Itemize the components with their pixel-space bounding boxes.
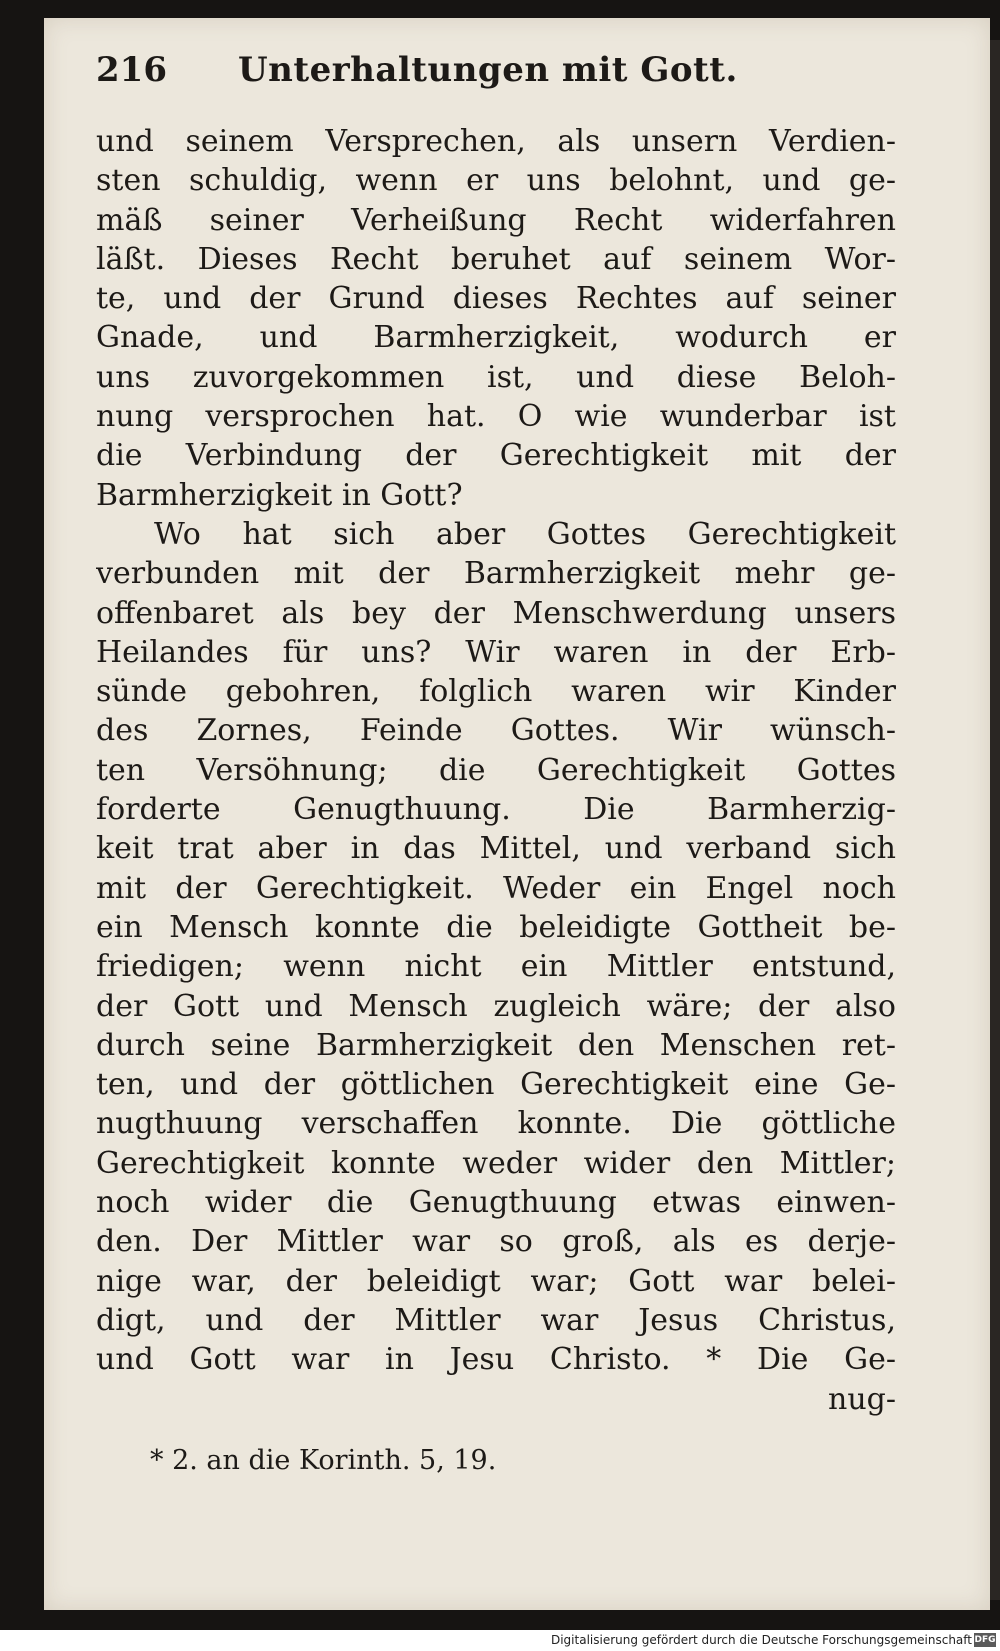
text-line: und Gott war in Jesu Christo. * Die Ge- xyxy=(96,1342,896,1378)
funding-bar xyxy=(0,1630,1000,1651)
text-line: Wo hat sich aber Gottes Gerechtigkeit xyxy=(154,516,896,552)
text-line: nugthuung verschaffen konnte. Die göttliche xyxy=(96,1106,896,1142)
text-line: uns zuvorgekommen ist, und diese Beloh- xyxy=(96,359,896,395)
text-line: der Gott und Mensch zugleich wäre; der also xyxy=(96,988,896,1024)
text-line: mit der Gerechtigkeit. Weder ein Engel noch xyxy=(96,870,896,906)
text-line: Heilandes für uns? Wir waren in der Erb- xyxy=(96,634,896,670)
text-line: Gerechtigkeit konnte weder wider den Mittler; xyxy=(96,1145,896,1181)
text-line: sten schuldig, wenn er uns belohnt, und ge- xyxy=(96,163,896,199)
dfg-logo-icon: DFG xyxy=(974,1635,996,1645)
text-line: noch wider die Genugthuung etwas einwen- xyxy=(96,1185,896,1221)
text-line: te, und der Grund dieses Rechtes auf seiner xyxy=(96,281,896,317)
text-line: mäß seiner Verheißung Recht widerfahren xyxy=(96,202,896,238)
text-line: des Zornes, Feinde Gottes. Wir wünsch- xyxy=(96,713,896,749)
text-line: nung versprochen hat. O wie wunderbar ist xyxy=(96,399,896,435)
text-line: digt, und der Mittler war Jesus Christus, xyxy=(96,1302,896,1338)
text-line: offenbaret als bey der Menschwerdung unsers xyxy=(96,595,896,631)
text-line: ten, und der göttlichen Gerechtigkeit eine Ge- xyxy=(96,1067,896,1103)
book-edge xyxy=(990,40,1000,1600)
page-header xyxy=(96,46,896,106)
funding-notice: Digitalisierung gefördert durch die Deutsche Forschungsgemeinschaft xyxy=(550,1633,972,1647)
text-line: die Verbindung der Gerechtigkeit mit der xyxy=(96,438,896,474)
text-line: verbunden mit der Barmherzigkeit mehr ge- xyxy=(96,556,896,592)
page-number: 216 xyxy=(96,50,167,90)
body-text xyxy=(96,122,896,1419)
text-line: ein Mensch konnte die beleidigte Gottheit be- xyxy=(96,909,896,945)
text-line: Gnade, und Barmherzigkeit, wodurch er xyxy=(96,320,896,356)
footnote: * 2. an die Korinth. 5, 19. xyxy=(150,1445,497,1476)
text-line: sünde gebohren, folglich waren wir Kinder xyxy=(96,674,896,710)
text-line: läßt. Dieses Recht beruhet auf seinem Wor- xyxy=(96,241,896,277)
text-line: den. Der Mittler war so groß, als es derje- xyxy=(96,1224,896,1260)
text-line: keit trat aber in das Mittel, und verband sich xyxy=(96,831,896,867)
text-line: nige war, der beleidigt war; Gott war belei- xyxy=(96,1263,896,1299)
running-title: Unterhaltungen mit Gott. xyxy=(238,50,738,90)
text-line: und seinem Versprechen, als unsern Verdien- xyxy=(96,124,896,159)
text-line: durch seine Barmherzigkeit den Menschen ret- xyxy=(96,1027,896,1063)
catchword: nug- xyxy=(828,1381,896,1417)
text-line: forderte Genugthuung. Die Barmherzig- xyxy=(96,792,896,828)
text-line: ten Versöhnung; die Gerechtigkeit Gottes xyxy=(96,752,896,788)
text-line: Barmherzigkeit in Gott? xyxy=(96,477,463,513)
text-line: friedigen; wenn nicht ein Mittler entstund, xyxy=(96,949,896,985)
